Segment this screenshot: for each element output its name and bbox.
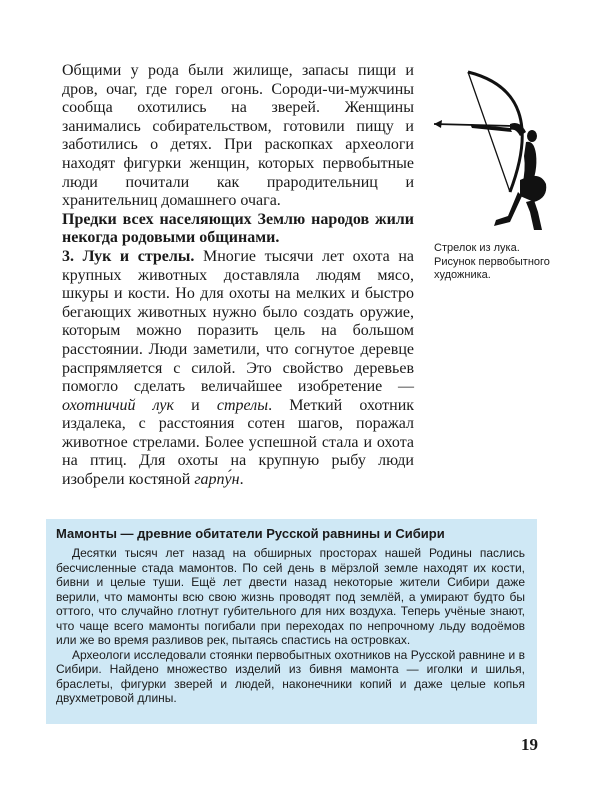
section-heading-bow-arrows: 3. Лук и стрелы.	[62, 247, 195, 265]
archer-silhouette-icon	[430, 62, 560, 232]
info-box-mammoths	[46, 519, 537, 724]
paragraph-3	[62, 248, 414, 490]
figure-caption: Стрелок из лука. Рисунок первобытного художника.	[434, 242, 550, 281]
paragraph-2-conclusion: Предки всех населяющих Землю народов жили некогда родовыми общинами.	[62, 210, 414, 247]
page-number: 19	[521, 735, 538, 754]
paragraph-3-text-a: Многие тысячи лет охота на крупных животных доставляла людям мясо, шкуры и кости. Но для охоты на мелких и быстро бегающих животных нужно было создать оружие, которым можно поразить цель на большом расстоянии. Люди заметили, что согнутое деревце распрямляется с силой. Это свойство деревьев помогло сделать величайшее изобретение —	[62, 247, 415, 396]
term-arrows: стрелы	[216, 396, 269, 414]
info-box-paragraph-1: Десятки тысяч лет назад на обширных просторах нашей Родины паслись бесчисленные стада мамонтов. По сей день в мёрзлой земле находят их кости, бивни и целые туши. Ещё лет двести назад некоторые жители Сибири даже верили, что мамонты всю свою жизнь проводят под землёй, а умирают будто бы оттого, что случайно глотнут губительного для них воздуха. Теперь учёные знают, что чаще всего мамонты погибали при переходах по непрочному льду водоёмов или же во время разливов рек, пытаясь спастись на островках.	[56, 546, 525, 647]
info-box-title: Мамонты — древние обитатели Русской равнины и Сибири	[56, 526, 445, 541]
term-harpoon: гарпу́н	[194, 471, 240, 489]
paragraph-3-text-b: . Меткий охотник издалека, с расстояния сотен шагов, поражал животное стрелами. Более успешной стала и охота на птиц. Для охоты на крупную рыбу люди изобрели костяной	[62, 396, 415, 489]
paragraph-1: Общими у рода были жилище, запасы пищи и дров, очаг, где горел огонь. Сороди-чи-мужчины сообща охотились на зверей. Женщины занимались собирательством, готовили пищу и заботились о детях. При раскопках археологи находят фигурки женщин, которых первобытные люди почитали как прародительниц и хранительниц домашнего очага.	[62, 62, 414, 210]
archer-figure	[430, 62, 560, 232]
paragraph-3-end: .	[239, 471, 244, 489]
info-box-paragraph-2: Археологи исследовали стоянки первобытных охотников на Русской равнине и в Сибири. Найдено множество изделий из бивня мамонта — иголки и шилья, браслеты, фигурки зверей и людей, наконечники копий и даже целые копья двухметровой длины.	[56, 647, 525, 705]
paragraph-3-and: и	[191, 396, 200, 414]
term-hunting-bow: охотничий лук	[62, 396, 175, 414]
main-text	[62, 62, 414, 490]
